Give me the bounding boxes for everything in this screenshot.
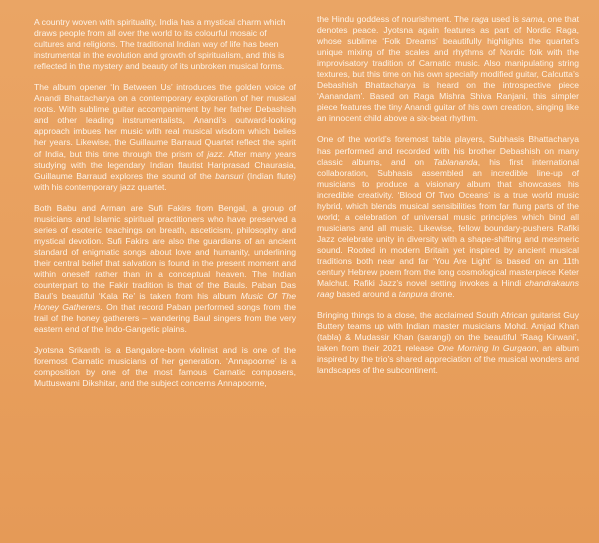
paragraph-text: used is xyxy=(488,14,522,24)
paragraph-subhasis-bhattacharya xyxy=(317,134,579,300)
paragraph-annapoorne-cont xyxy=(317,14,579,124)
paragraph-text: based around a xyxy=(334,289,399,300)
paragraph-text: , an album inspired by the trio’s shared appreciation of the musical wonders and landscapes of the subcontinent. xyxy=(317,343,579,376)
paragraph-guy-buttery xyxy=(317,310,579,376)
album-title-tablananda: Tablananda xyxy=(433,156,478,167)
paragraph-text: Jyotsna Srikanth is a Bangalore-born violinist and is one of the foremost Carnatic musicians of her generation. ‘Annapoorne’ is a composition by one of the most famous Carnatic composers, Muttuswami Dikshitar, and the subject concerns Annapoorne, xyxy=(34,345,296,389)
paragraph-text: The album opener ‘In Between Us’ introduces the golden voice of Anandi Bhattacharya on a contemporary exploration of her musical roots. With sublime guitar accompaniment by her father Debashish and other leading instrumentalists, Anandi’s outward-looking approach imbues her music with real musical wisdom which belies her years. Likewise, the Guillaume Barraud Quartet reflect the spirit of India, but this time through the prism of xyxy=(34,82,296,159)
paragraph-text: A country woven with spirituality, India has a mystical charm which draws people from all over the world to its colourful mosaic of cultures and religions. The traditional Indian way of life has been instrumental in the evolution and growth of spiritualism, and this is reflected in the mystery and beauty of its unbroken musical forms. xyxy=(34,17,286,72)
paragraph-text: drone. xyxy=(427,289,455,300)
italic-term-sama: sama xyxy=(521,14,543,24)
italic-term-tanpura: tanpura xyxy=(398,289,428,300)
paragraph-text: , his first international collaboration, Subhasis assembled an incredible line-up of musicians to produce a visionary album that showcases his incredible creativity. ‘Blood Of Two Oceans’ is a true world music hybrid, which blends musical sensibilities from far flung parts of the world; a celebration of universal music principles which bind all musicians and all music. Likewise, fellow boundary-pushers Rafiki Jazz celebrate unity in diversity with a shape-shifting and mesmeric sound. Rooted in modern Britain yet inspired by ancient musical traditions both near and far ‘You Are Light’ is based on an 11th century Hebrew poem from the long cosmological masterpiece Keter Malchut. Rafiki Jazz’s novel setting invokes a Hindi xyxy=(317,156,580,289)
paragraph-album-opener xyxy=(34,82,296,192)
paragraph-text: the Hindu goddess of nourishment. The xyxy=(317,14,472,24)
paragraph-sufi-fakirs xyxy=(34,203,296,336)
paragraph-text: . After many years studying with the legendary Indian flautist Hariprasad Chaurasia, Guillaume Barraud explores the sound of the xyxy=(34,148,296,181)
album-title-one-morning-in-gurgaon: One Morning In Gurgaon xyxy=(437,343,537,354)
paragraph-text: , one that denotes peace. Jyotsna again features as part of Nordic Raga, whose sublime ‘Folk Dreams’ beautifully highlights the quartet’s unique mixing of the scales and rhythms of Nordic folk with the improvisatory tradition of Carnatic music. Also manipulating string textures, but this time on his own specially modified guitar, Calcutta’s Debashish Bhattacharya is heard on the introspective piece ‘Aanandam’. Based on Raga Mishra Shiva Ranjani, this simpler piece features the tiny Anandi guitar of his own creation, singing like an innocent child above a six-beat rhythm. xyxy=(317,14,579,124)
right-text-column xyxy=(317,14,579,386)
paragraph-jyotsna-srikanth xyxy=(34,345,296,389)
paragraph-text: Bringing things to a close, the acclaimed South African guitarist Guy Buttery teams up with Indian master musicians Mohd. Amjad Khan (tabla) & Mudassir Khan (sarangi) on the beautiful ‘Raag Kirwani’, taken from their 2021 release xyxy=(317,310,579,354)
italic-term-raga: raga xyxy=(471,14,489,24)
paragraph-text: . On that record Paban performed songs from the trail of the honey gatherers – wandering Baul singers from the very eastern end of the Indo-Gangetic plains. xyxy=(34,302,296,335)
left-text-column xyxy=(34,17,296,399)
italic-term-jazz: jazz xyxy=(207,148,223,159)
italic-term-bansuri: bansuri xyxy=(215,170,244,181)
italic-term-chandrakauns: chandrakauns raag xyxy=(317,278,579,300)
paragraph-text: (Indian flute) with his contemporary jazz quartet. xyxy=(34,170,296,192)
paragraph-india-intro xyxy=(34,17,296,72)
paragraph-text: One of the world’s foremost tabla players, Subhasis Bhattacharya has performed and recorded with his brother Debashish on many classic albums, and on xyxy=(317,134,579,167)
album-title-honey-gatherers: Music Of The Honey Gatherers xyxy=(34,291,296,313)
paragraph-text: Both Babu and Arman are Sufi Fakirs from Bengal, a group of musicians and Islamic spiritual practitioners who have preserved a series of esoteric teachings on breath, asceticism, philosophy and mystical devotion. Sufi Fakirs are also the guardians of an ancient standard of enigmatic songs about love and humanity, underlining their central belief that salvation is found in the present moment and within oneself rather than in a conceptual heaven. The Indian counterpart to the Fakir tradition is that of the Bauls. Paban Das Baul’s beautiful ‘Kala Re’ is taken from his album xyxy=(34,202,296,302)
